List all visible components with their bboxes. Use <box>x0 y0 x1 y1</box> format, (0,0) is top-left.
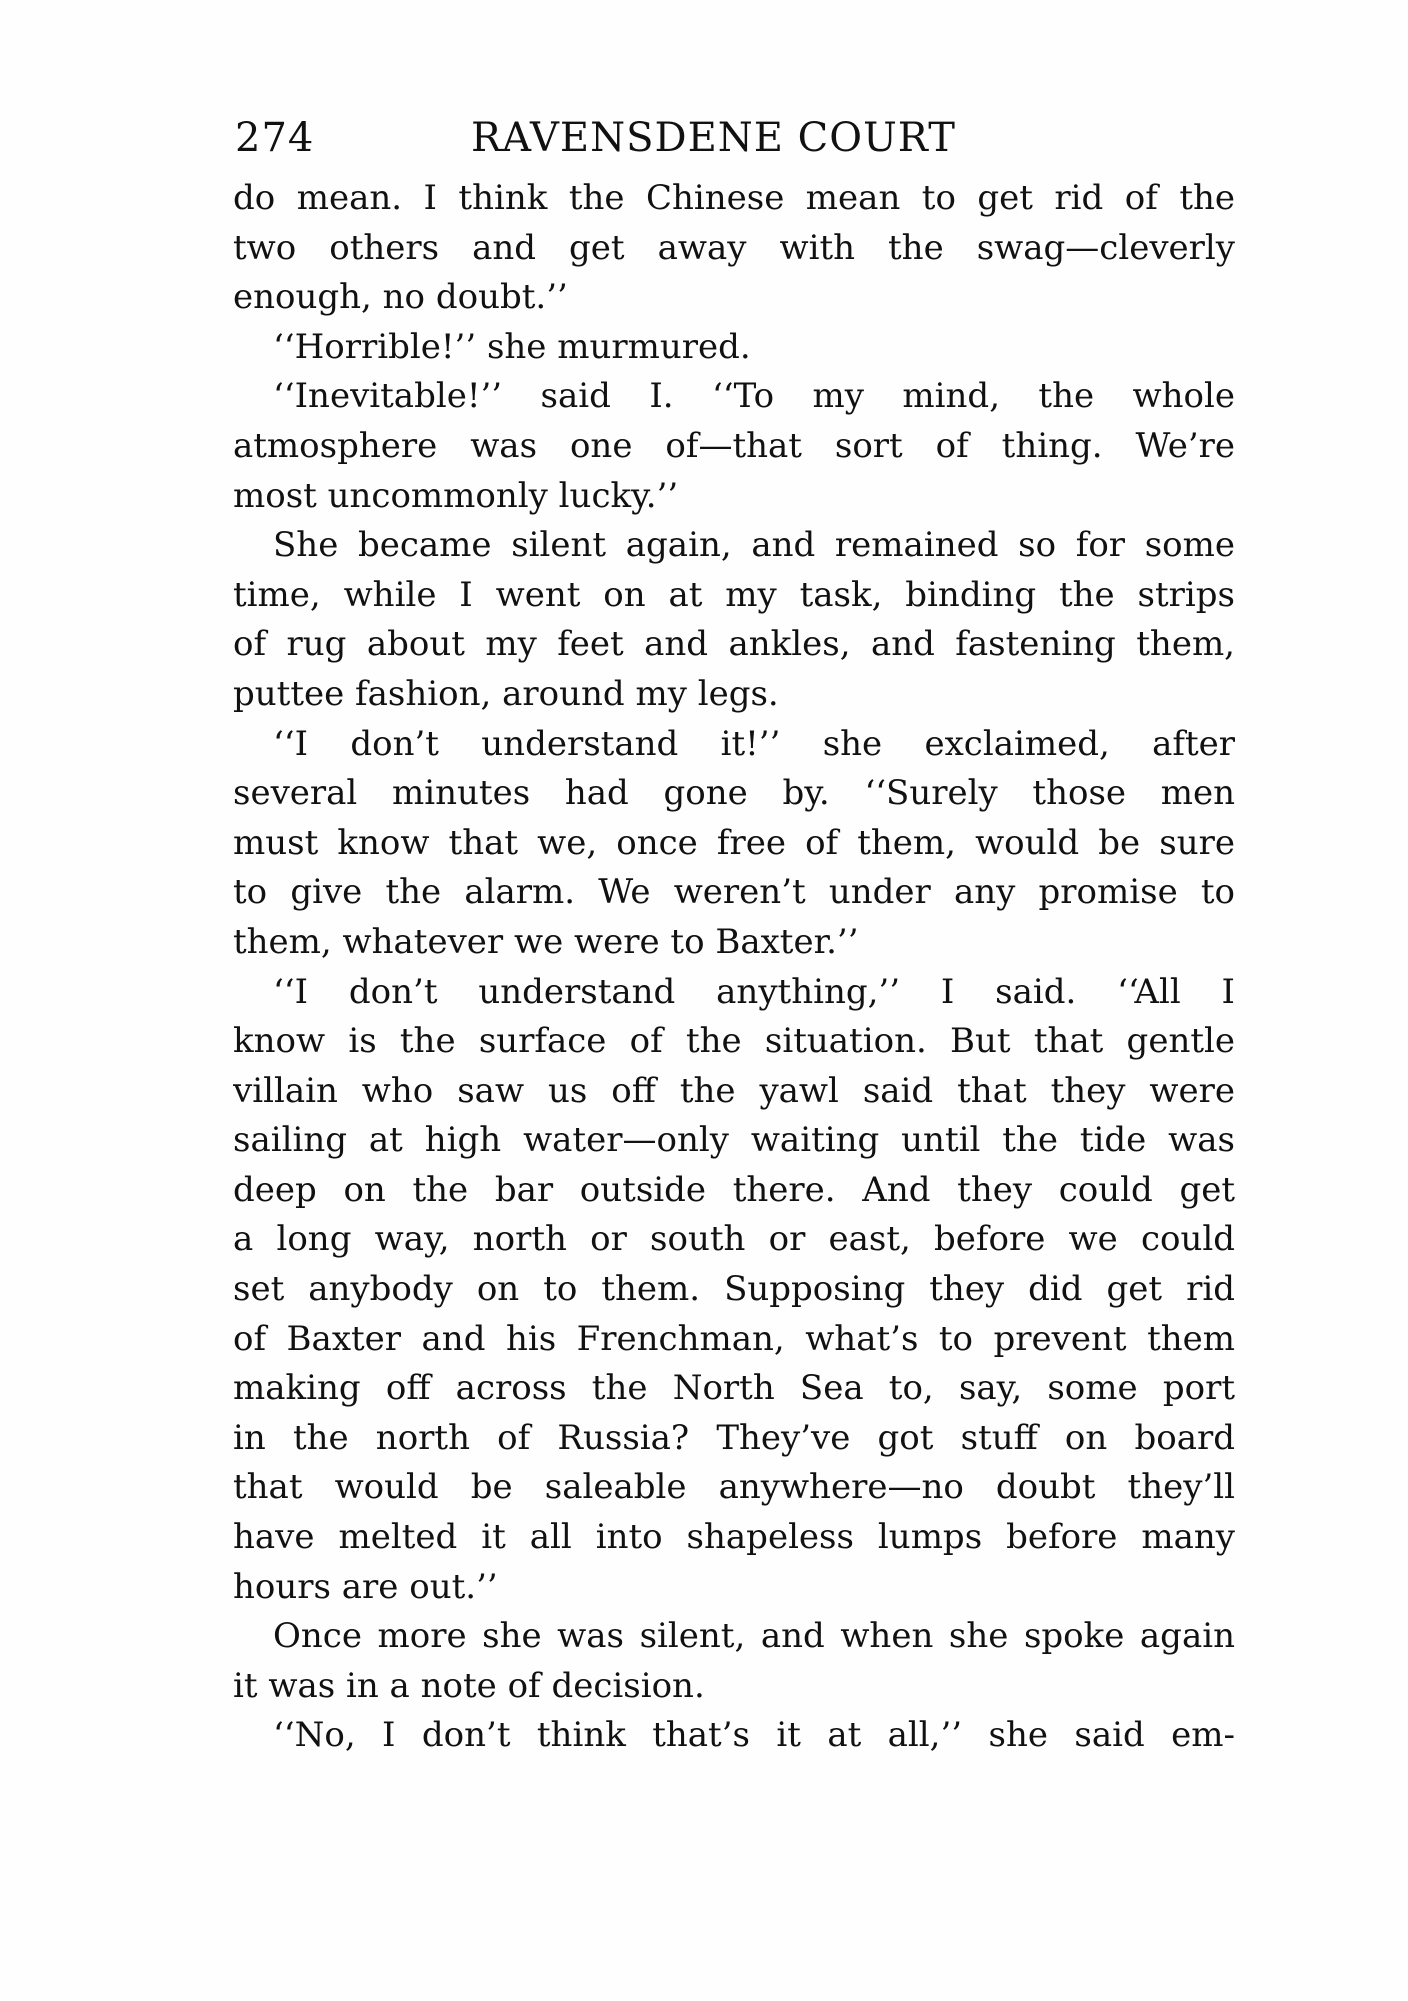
text-line: ‘‘I don’t understand anything,’’ I said. ‘‘All I <box>273 971 1235 1012</box>
text-line: in the north of Russia? They’ve got stuff on board <box>233 1417 1235 1458</box>
text-line: to give the alarm. We weren’t under any promise to <box>233 872 1235 913</box>
text-line: sailing at high water—only waiting until the tide was <box>233 1120 1235 1161</box>
text-line: them, whatever we were to Baxter.’’ <box>233 921 859 962</box>
running-header <box>235 108 1235 168</box>
text-line: know is the surface of the situation. But that gentle <box>233 1021 1235 1062</box>
running-title: RAVENSDENE COURT <box>471 115 956 161</box>
text-line: Once more she was silent, and when she spoke again <box>273 1616 1235 1657</box>
text-line: it was in a note of decision. <box>233 1665 705 1706</box>
text-line: making off across the North Sea to, say, some port <box>233 1368 1235 1409</box>
text-line: time, while I went on at my task, binding the strips <box>233 574 1235 615</box>
text-line: deep on the bar outside there. And they could get <box>233 1169 1235 1210</box>
text-line: must know that we, once free of them, would be sure <box>233 822 1235 863</box>
text-line: ‘‘No, I don’t think that’s it at all,’’ she said em- <box>273 1715 1235 1756</box>
text-line: do mean. I think the Chinese mean to get rid of the <box>233 178 1235 218</box>
text-line: of rug about my feet and ankles, and fastening them, <box>233 624 1235 665</box>
text-line: most uncommonly lucky.’’ <box>233 475 679 516</box>
text-line: set anybody on to them. Supposing they did get rid <box>233 1269 1235 1310</box>
text-line: hours are out.’’ <box>233 1566 498 1607</box>
text-line: a long way, north or south or east, before we could <box>233 1219 1235 1260</box>
text-line: ‘‘I don’t understand it!’’ she exclaimed, after <box>273 723 1235 764</box>
text-line: ‘‘Inevitable!’’ said I. ‘‘To my mind, the whole <box>273 376 1235 417</box>
text-line: atmosphere was one of—that sort of thing. We’re <box>233 425 1235 466</box>
text-line: of Baxter and his Frenchman, what’s to prevent them <box>233 1318 1235 1359</box>
text-line: that would be saleable anywhere—no doubt they’ll <box>233 1467 1235 1508</box>
text-line: enough, no doubt.’’ <box>233 277 568 318</box>
text-line: puttee fashion, around my legs. <box>233 673 779 714</box>
text-line: two others and get away with the swag—cleverly <box>233 227 1235 268</box>
text-line: have melted it all into shapeless lumps before many <box>233 1517 1235 1558</box>
text-line: several minutes had gone by. ‘‘Surely those men <box>233 773 1235 814</box>
text-line: villain who saw us off the yawl said that they were <box>233 1070 1235 1111</box>
body-text <box>233 174 1235 1761</box>
text-line: She became silent again, and remained so for some <box>273 525 1235 566</box>
text-line: ‘‘Horrible!’’ she murmured. <box>273 326 751 367</box>
page-number: 274 <box>235 115 315 161</box>
